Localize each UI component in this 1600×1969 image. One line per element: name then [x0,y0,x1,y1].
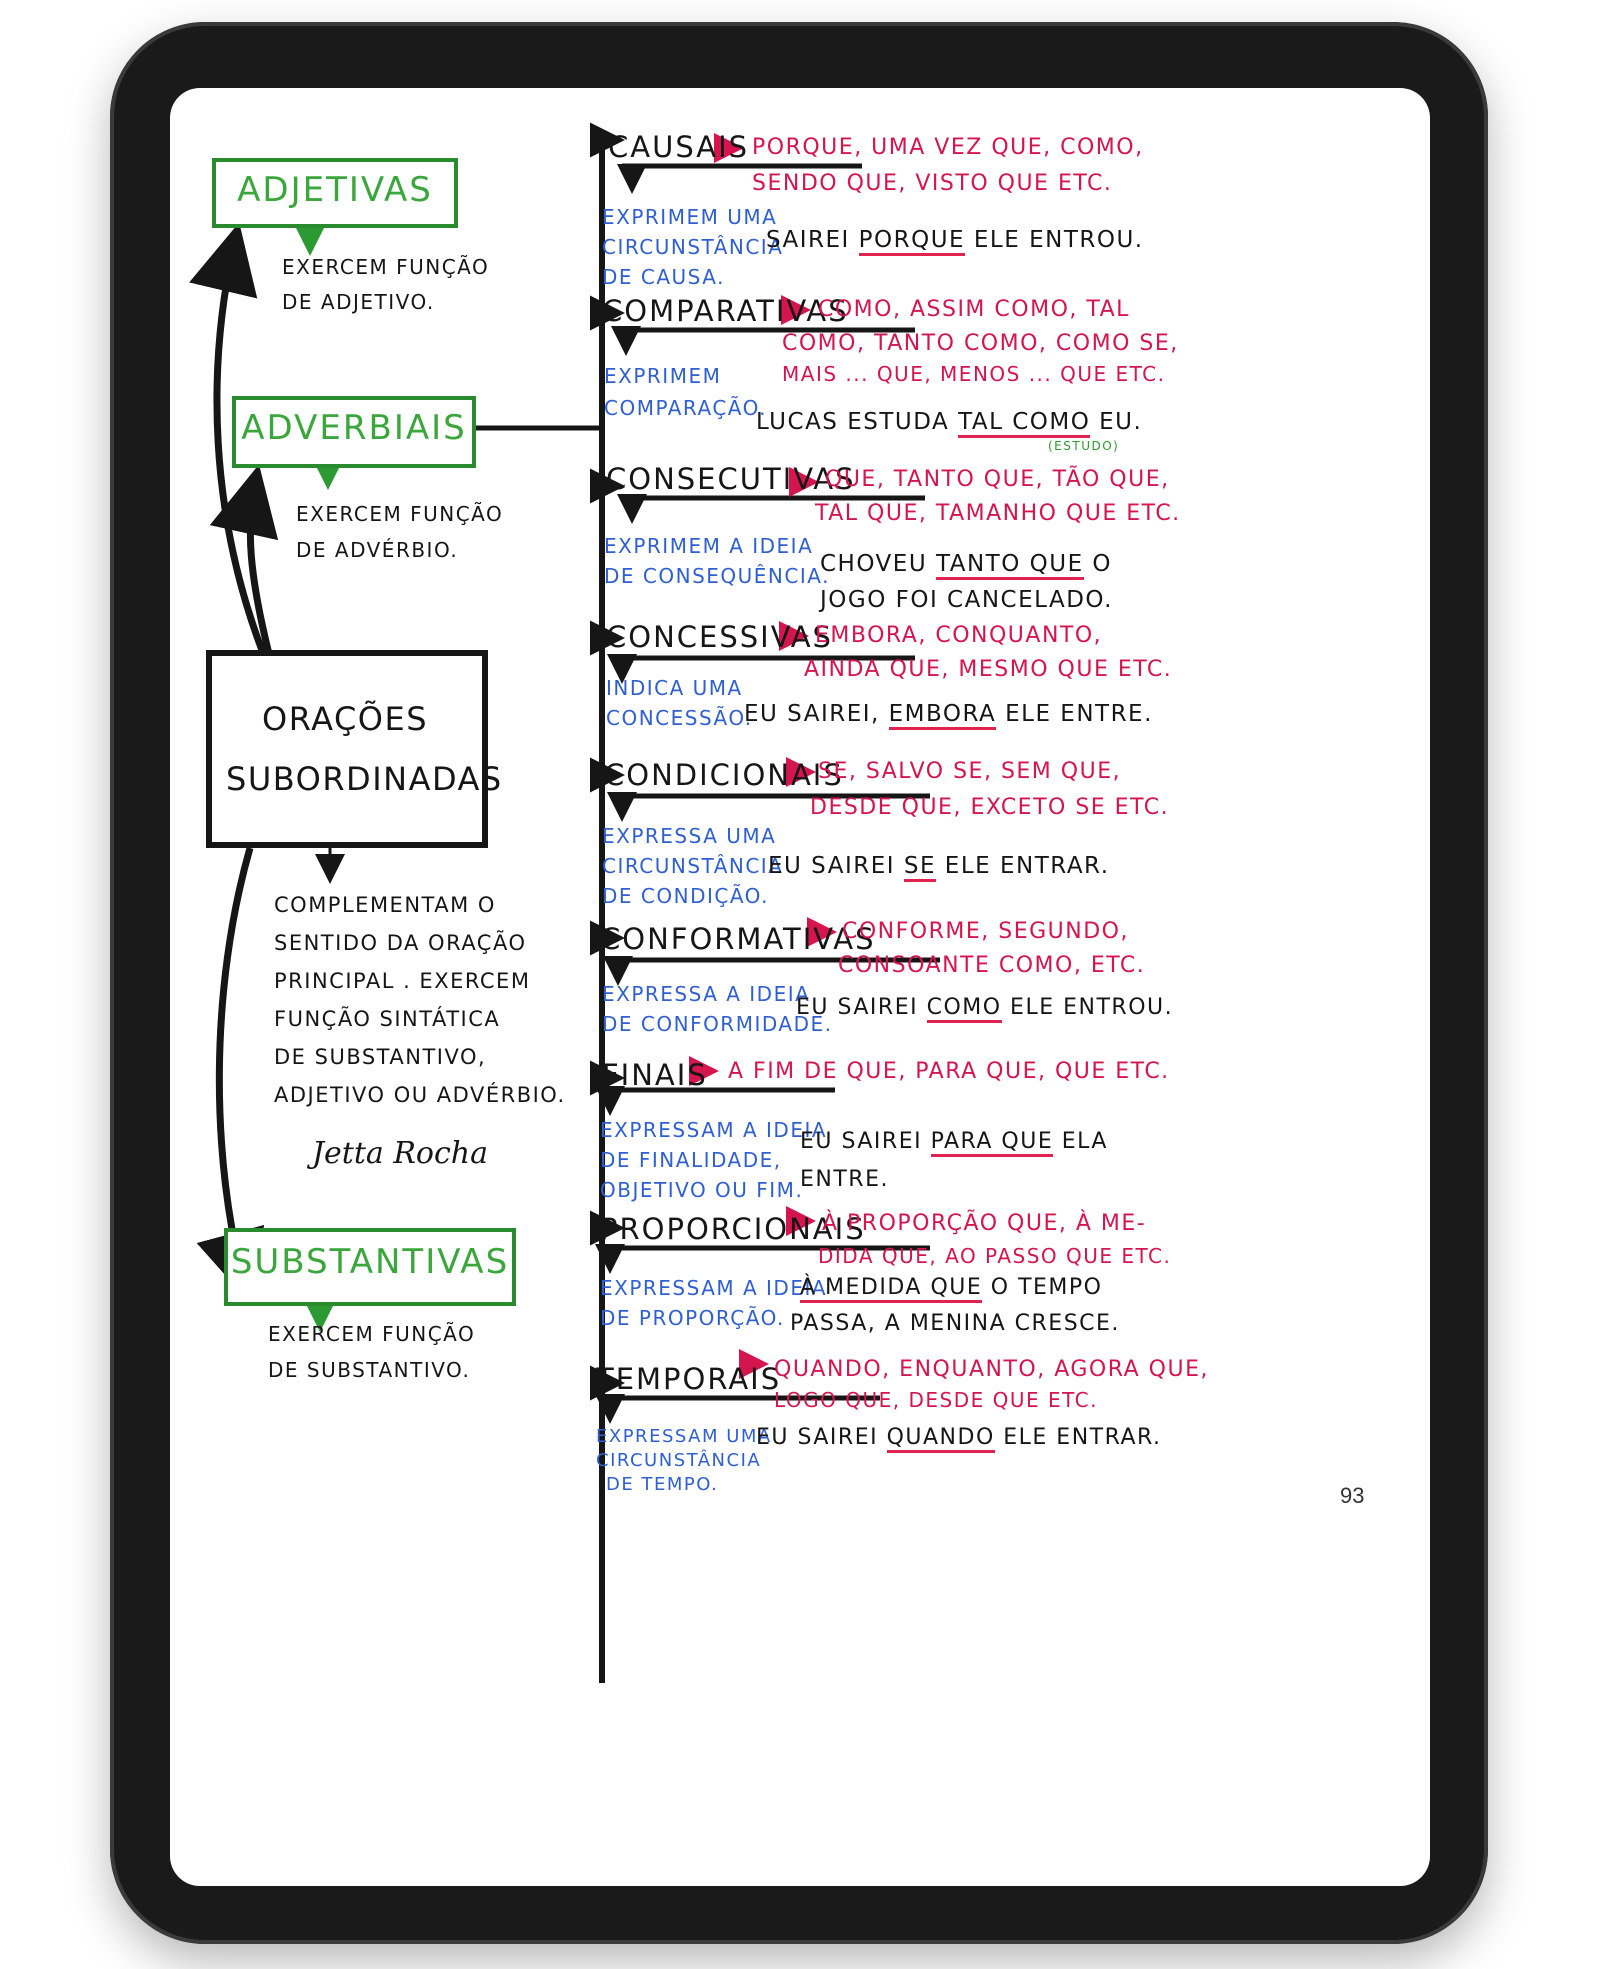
example-highlight: COMO [927,995,1002,1023]
example-sentence: EU SAIREI, EMBORA ELE ENTRE. [744,698,1153,731]
notebook-page [170,88,1430,1886]
example-sentence: EU SAIREI QUANDO ELE ENTRAR. [756,1422,1162,1454]
center-desc-line: SENTIDO DA ORAÇÃO [274,931,527,955]
example-highlight: TAL COMO [958,409,1090,438]
description-line: CIRCUNSTÂNCIA [602,235,784,259]
substantivas-label: SUBSTANTIVAS [230,1242,510,1282]
conjunctions-line: SENDO QUE, VISTO QUE ETC. [752,171,1113,196]
example-highlight: TANTO QUE [936,551,1084,580]
description-line: CIRCUNSTÂNCIA [596,1450,762,1471]
conjunctions-line: À PROPORÇÃO QUE, À ME- [822,1211,1147,1236]
example-sentence: EU SAIREI PARA QUE ELA [800,1126,1108,1158]
center-desc-line: DE SUBSTANTIVO, [274,1045,487,1069]
category-title: CONSECUTIVAS [606,462,856,496]
description-line: CIRCUNSTÂNCIA [602,854,784,878]
description-line: EXPRESSAM A IDEIA [600,1118,828,1142]
description-line: DE CAUSA. [602,265,725,289]
center-desc-line: COMPLEMENTAM O [274,893,496,917]
description-line: EXPRIMEM [604,364,722,388]
center-title-2: SUBORDINADAS [226,760,503,798]
substantivas-desc-2: DE SUBSTANTIVO. [268,1358,471,1382]
description-line: OBJETIVO OU FIM. [600,1178,804,1202]
substantivas-desc-1: EXERCEM FUNÇÃO [268,1322,476,1346]
center-title-1: ORAÇÕES [262,700,429,738]
center-desc-line: ADJETIVO OU ADVÉRBIO. [274,1083,566,1107]
category-title: CONCESSIVAS [606,620,833,654]
conjunctions-line: LOGO QUE, DESDE QUE ETC. [774,1388,1099,1412]
signature: Jetta Rocha [312,1136,488,1171]
example-highlight: PORQUE [859,227,965,256]
description-line: DE PROPORÇÃO. [600,1306,785,1330]
center-desc-line: FUNÇÃO SINTÁTICA [274,1007,501,1031]
description-line: EXPRESSA UMA [602,824,777,848]
adverbiais-desc-2: DE ADVÉRBIO. [296,538,459,562]
adverbiais-box [232,396,476,468]
category-title: COMPARATIVAS [602,294,849,328]
example-sentence: EU SAIREI SE ELE ENTRAR. [768,850,1110,883]
category-title: TEMPORAIS [596,1362,782,1396]
example-sentence: EU SAIREI COMO ELE ENTROU. [796,992,1173,1024]
conjunctions-line: COMO, TANTO COMO, COMO SE, [782,331,1179,356]
adjetivas-box [212,158,458,228]
example-line-2: PASSA, A MENINA CRESCE. [790,1311,1120,1336]
conjunctions-line: DIDA QUE, AO PASSO QUE ETC. [818,1244,1172,1268]
example-sentence: SAIREI PORQUE ELE ENTROU. [766,224,1144,257]
conjunctions-line: SE, SALVO SE, SEM QUE, [818,759,1122,784]
category-title: CONDICIONAIS [604,758,844,792]
category-title: FINAIS [602,1058,708,1092]
example-highlight: À MEDIDA QUE [800,1275,982,1303]
category-title: CONFORMATIVAS [600,922,876,956]
substantivas-box [224,1228,516,1306]
conjunctions-line: EMBORA, CONQUANTO, [815,623,1103,648]
description-line: INDICA UMA [606,676,743,700]
conjunctions-line: QUE, TANTO QUE, TÃO QUE, [825,467,1170,492]
conjunctions-line: DESDE QUE, EXCETO SE ETC. [810,795,1170,820]
example-sentence: CHOVEU TANTO QUE O [820,548,1112,581]
category-title: CAUSAIS [608,130,750,164]
conjunctions-line: AINDA QUE, MESMO QUE ETC. [804,657,1173,682]
adjetivas-desc-2: DE ADJETIVO. [282,290,435,314]
adverbiais-label: ADVERBIAIS [241,408,467,448]
description-line: EXPRESSA A IDEIA [602,982,811,1006]
example-highlight: QUANDO [887,1425,995,1453]
example-sentence: À MEDIDA QUE O TEMPO [800,1272,1103,1304]
description-line: DE TEMPO. [606,1474,719,1495]
description-line: DE CONSEQUÊNCIA. [604,564,830,588]
example-sentence: LUCAS ESTUDA TAL COMO EU. [756,406,1142,439]
description-line: DE FINALIDADE, [600,1148,782,1172]
example-highlight: EMBORA [889,701,997,730]
description-line: EXPRESSAM UMA [596,1426,772,1447]
description-line: EXPRIMEM A IDEIA [604,534,814,558]
description-line: CONCESSÃO. [606,706,753,730]
conjunctions-line: MAIS ... QUE, MENOS ... QUE ETC. [782,362,1166,386]
adjetivas-desc-1: EXERCEM FUNÇÃO [282,255,490,279]
conjunctions-line: TAL QUE, TAMANHO QUE ETC. [815,501,1181,526]
conjunctions-line: QUANDO, ENQUANTO, AGORA QUE, [774,1357,1209,1382]
center-desc-line: PRINCIPAL . EXERCEM [274,969,531,993]
description-line: DE CONFORMIDADE. [602,1012,833,1036]
example-highlight: SE [904,853,936,882]
conjunctions-line: A FIM DE QUE, PARA QUE, QUE ETC. [728,1059,1170,1084]
conjunctions-line: CONFORME, SEGUNDO, [842,919,1129,944]
example-line-2: JOGO FOI CANCELADO. [820,587,1113,613]
adverbiais-desc-1: EXERCEM FUNÇÃO [296,502,504,526]
example-line-2: ENTRE. [800,1167,889,1192]
example-highlight: PARA QUE [931,1129,1054,1157]
description-line: COMPARAÇÃO. [604,396,767,420]
page-number: 93 [1340,1483,1365,1508]
conjunctions-line: PORQUE, UMA VEZ QUE, COMO, [752,135,1144,160]
example-note: (ESTUDO) [1048,439,1120,453]
center-box [206,650,503,848]
description-line: DE CONDIÇÃO. [602,884,769,908]
conjunctions-line: COMO, ASSIM COMO, TAL [818,297,1130,322]
adjetivas-label: ADJETIVAS [237,170,433,210]
description-line: EXPRESSAM A IDEIA [600,1276,828,1300]
conjunctions-line: CONSOANTE COMO, ETC. [838,953,1146,978]
description-line: EXPRIMEM UMA [602,205,778,229]
category-title: PROPORCIONAIS [600,1212,866,1246]
